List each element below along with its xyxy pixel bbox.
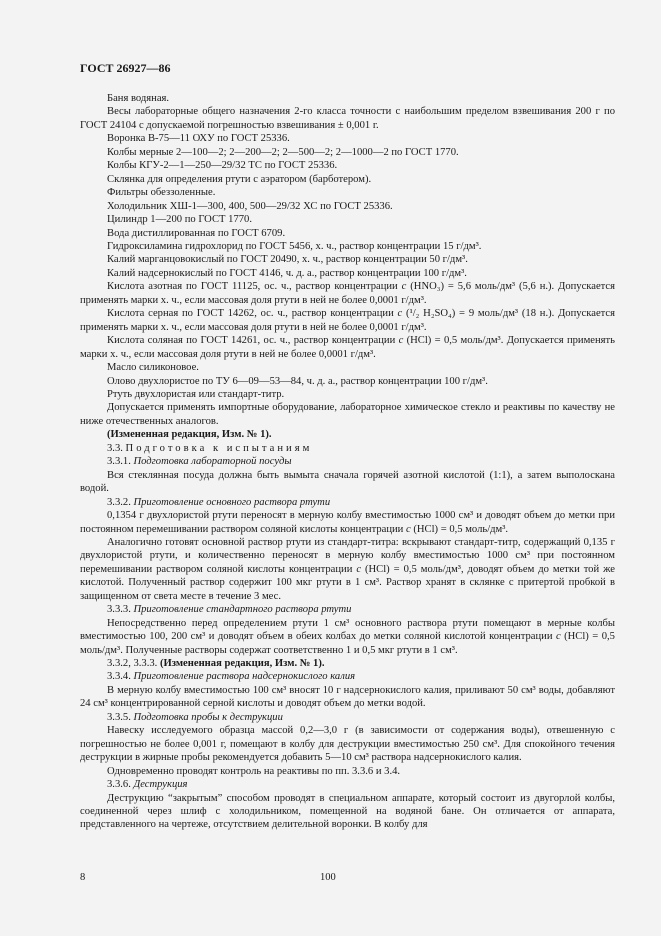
text-span: 3.3.6. bbox=[107, 779, 134, 791]
paragraph bbox=[80, 92, 615, 105]
text-span: Вода дистиллированная по ГОСТ 6709. bbox=[107, 227, 286, 239]
paragraph bbox=[80, 603, 615, 616]
italic-text: c bbox=[406, 523, 411, 535]
paragraph bbox=[80, 159, 615, 172]
text-span: Деструкцию “закрытым” способом проводят в специальном аппарате, который состоит из двугорлой колбы, соединенной через шлиф с холодильником, помещенной на водяной бане. Он отличается от аппарата, представленного на чертеже, отсутствием делительной воронки. В колбу для bbox=[80, 792, 615, 831]
paragraph bbox=[80, 442, 615, 455]
page-number: 8 bbox=[80, 872, 86, 883]
paragraph bbox=[80, 375, 615, 388]
text-span: (HNO₃) = 5,6 моль/дм³ (5,6 н.). Допускается применять марки х. ч., если массовая доля ртути в ней не более 0,0001 г/дм³. bbox=[80, 281, 616, 306]
text-span: (HCl) = 0,5 моль/дм³. bbox=[410, 523, 509, 535]
paragraph bbox=[80, 670, 615, 683]
text-span: Масло силиконовое. bbox=[107, 362, 199, 374]
text-span: Вся стеклянная посуда должна быть вымыта сначала горячей азотной кислотой (1:1), а затем выполоскана водой. bbox=[80, 469, 615, 495]
bold-text: (Измененная редакция, Изм. № 1). bbox=[159, 658, 325, 670]
text-span: Холодильник ХШ-1—300, 400, 500—29/32 ХС по ГОСТ 25336. bbox=[107, 200, 393, 212]
paragraph bbox=[80, 132, 615, 145]
italic-text: Подготовка пробы к деструкции bbox=[133, 711, 283, 723]
paragraph bbox=[80, 778, 615, 791]
text-span: Фильтры обеззоленные. bbox=[107, 187, 216, 199]
paragraph bbox=[80, 469, 615, 496]
text-span: Калий надсернокислый по ГОСТ 4146, ч. д. а., раствор концентрации 100 г/дм³. bbox=[107, 267, 467, 279]
paragraph bbox=[80, 765, 615, 778]
paragraph bbox=[80, 253, 615, 266]
text-span: Цилиндр 1—200 по ГОСТ 1770. bbox=[107, 214, 252, 226]
paragraph bbox=[80, 105, 615, 132]
text-span: 0,1354 г двухлористой ртути переносят в мерную колбу вместимостью 1000 см³ и доводят объем до метки при постоянном перемешивании раствором соляной кислоты концентрации bbox=[80, 510, 615, 535]
text-span: Колбы КГУ-2—1—250—29/32 ТС по ГОСТ 25336. bbox=[107, 160, 338, 172]
text-span: 3.3.3. bbox=[107, 604, 134, 616]
paragraph bbox=[80, 657, 615, 670]
text-span: Кислота серная по ГОСТ 14262, ос. ч., раствор концентрации bbox=[107, 308, 398, 320]
text-span: Ртуть двухлористая или стандарт-титр. bbox=[107, 388, 285, 400]
text-span: Кислота соляная по ГОСТ 14261, ос. ч., раствор концентрации bbox=[107, 335, 399, 347]
text-span: В мерную колбу вместимостью 100 см³ вносят 10 г надсернокислого калия, приливают 50 см³ воды, добавляют 24 см³ концентрированной серной кислоты и доводят объем до метки водой. bbox=[80, 684, 615, 710]
paragraph bbox=[80, 684, 615, 711]
text-span: Допускается применять импортные оборудование, лабораторное химическое стекло и реактивы по качеству не ниже отечественных аналогов. bbox=[80, 402, 615, 427]
paragraph bbox=[80, 496, 615, 509]
paragraph bbox=[80, 388, 615, 401]
paragraph bbox=[80, 307, 615, 334]
text-span: Воронка В-75—11 ОХУ по ГОСТ 25336. bbox=[107, 133, 290, 145]
paragraph bbox=[80, 361, 615, 374]
text-span: (HCl) = 0,5 моль/дм³, доводят объем до метки той же кислотой. Полученный раствор содержит 100 мкг ртути в 1 см³. Раствор хранят в склянке с притертой пробкой в защищенном от света месте в течение 3 мес. bbox=[80, 563, 615, 602]
text-span: Навеску исследуемого образца массой 0,2—3,0 г (в зависимости от содержания воды), отвешенную с погрешностью не более 0,001 г, помещают в колбу для деструкции вместимостью 250 см³. Для спокойного течения деструкции в жирные пробы рекомендуется добавить 5—10 см³ раствора надсернокислого калия. bbox=[80, 725, 615, 764]
sheet-number: 100 bbox=[320, 872, 336, 883]
italic-text: c bbox=[555, 631, 561, 643]
text-span: (HCl) = 0,5 моль/дм³. Допускается применять марки х. ч., если массовая доля ртути в ней не более 0,0001 г/дм³. bbox=[80, 335, 615, 360]
paragraph bbox=[80, 509, 615, 536]
text-span: (¹/₂ H₂SO₄) = 9 моль/дм³ (18 н.). Допускается применять марки х. ч., если массовая доля ртути в ней не более 0,0001 г/дм³. bbox=[80, 308, 615, 333]
section-heading: Подготовка к испытаниям bbox=[125, 442, 313, 454]
paragraph bbox=[80, 227, 615, 240]
paragraph bbox=[80, 200, 615, 213]
paragraph bbox=[80, 428, 615, 441]
text-span: Колбы мерные 2—100—2; 2—200—2; 2—500—2; 2—1000—2 по ГОСТ 1770. bbox=[107, 146, 459, 158]
text-span: Калий марганцовокислый по ГОСТ 20490, х. ч., раствор концентрации 50 г/дм³. bbox=[107, 254, 468, 266]
paragraph bbox=[80, 240, 615, 253]
italic-text: Приготовление основного раствора ртути bbox=[133, 496, 331, 508]
text-span: (HCl) = 0,5 моль/дм³. Полученные растворы содержат соответственно 1 и 0,5 мкг ртути в 1 см³. bbox=[80, 631, 615, 656]
text-span: 3.3.1. bbox=[107, 456, 134, 468]
text-span: Склянка для определения ртути с аэратором (барботером). bbox=[107, 173, 372, 185]
italic-text: Приготовление раствора надсернокислого калия bbox=[133, 671, 356, 683]
paragraph bbox=[80, 186, 615, 199]
text-span: 3.3.5. bbox=[107, 711, 134, 723]
paragraph bbox=[80, 334, 615, 361]
text-span: Баня водяная. bbox=[107, 93, 170, 104]
italic-text: c bbox=[356, 563, 362, 575]
paragraph bbox=[80, 536, 615, 603]
text-span: 3.3.4. bbox=[107, 671, 134, 683]
paragraph bbox=[80, 146, 615, 159]
document-body bbox=[80, 92, 615, 832]
text-span: Весы лабораторные общего назначения 2-го класса точности с наибольшим пределом взвешивания 200 г по ГОСТ 24104 с допускаемой погрешностью взвешивания ± 0,001 г. bbox=[80, 106, 615, 131]
paragraph bbox=[80, 711, 615, 724]
text-span: 3.3. bbox=[107, 442, 126, 454]
italic-text: c bbox=[397, 308, 403, 320]
text-span: 3.3.2. bbox=[107, 496, 134, 508]
text-span: Олово двухлористое по ТУ 6—09—53—84, ч. д. а., раствор концентрации 100 г/дм³. bbox=[107, 375, 488, 387]
paragraph bbox=[80, 455, 615, 468]
paragraph bbox=[80, 280, 615, 307]
paragraph bbox=[80, 267, 615, 280]
text-span: Одновременно проводят контроль на реактивы по пп. 3.3.6 и 3.4. bbox=[107, 765, 401, 777]
italic-text: c bbox=[401, 281, 407, 293]
italic-text: Приготовление стандартного раствора ртути bbox=[133, 604, 352, 616]
paragraph bbox=[80, 724, 615, 764]
text-span: Гидроксиламина гидрохлорид по ГОСТ 5456, х. ч., раствор концентрации 15 г/дм³. bbox=[107, 240, 482, 252]
italic-text: Подготовка лабораторной посуды bbox=[133, 456, 292, 468]
paragraph bbox=[80, 173, 615, 186]
text-span: Непосредственно перед определением ртути 1 см³ основного раствора ртути помещают в мерные колбы вместимостью 100, 200 см³ и доводят объем в обеих колбах до метки соляной кислотой концентрации bbox=[80, 617, 615, 643]
paragraph bbox=[80, 401, 615, 428]
text-span: 3.3.2, 3.3.3. bbox=[107, 658, 160, 670]
document-header: ГОСТ 26927—86 bbox=[80, 61, 171, 75]
paragraph bbox=[80, 213, 615, 226]
text-span: Кислота азотная по ГОСТ 11125, ос. ч., раствор концентрации bbox=[107, 281, 402, 293]
paragraph bbox=[80, 792, 615, 832]
italic-text: Деструкция bbox=[133, 779, 188, 791]
paragraph bbox=[80, 617, 615, 657]
italic-text: c bbox=[398, 335, 404, 347]
text-span: Аналогично готовят основной раствор ртути из стандарт-титра: вскрывают стандарт-титр, содержащий 0,135 г двухлористой ртути, и количественно переносят в мерную колбу вместимостью 1000 см³ при постоянном перемешивании раствором соляной кислоты концентрации bbox=[80, 536, 615, 575]
bold-text: (Измененная редакция, Изм. № 1). bbox=[107, 429, 272, 441]
